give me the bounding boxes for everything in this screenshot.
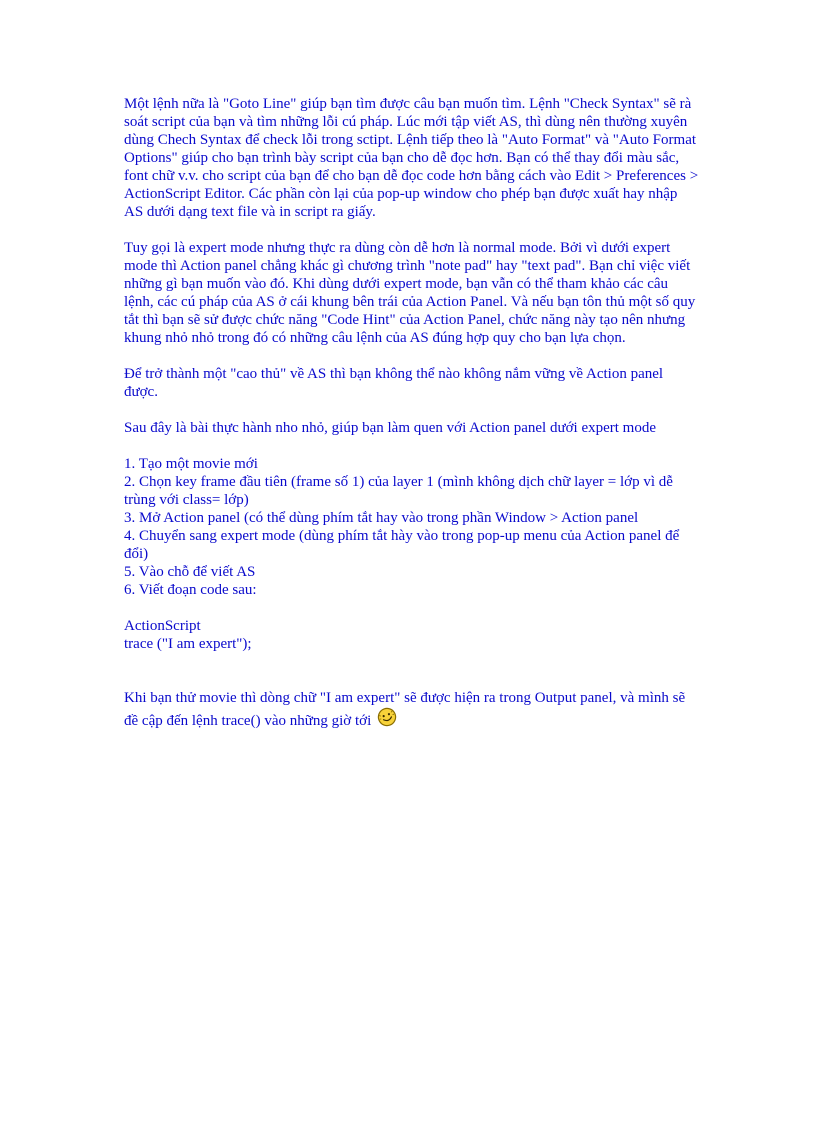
list-item: 4. Chuyển sang expert mode (dùng phím tắt hày vào trong pop-up menu của Action panel để đổi) xyxy=(124,528,680,562)
list-item: 6. Viết đoạn code sau: xyxy=(124,582,257,598)
list-item: 3. Mở Action panel (có thể dùng phím tắt hay vào trong phần Window > Action panel xyxy=(124,510,639,526)
paragraph-practice-intro: Sau đây là bài thực hành nho nhỏ, giúp bạn làm quen với Action panel dưới expert mode xyxy=(124,420,657,436)
code-block xyxy=(124,617,699,653)
code-line: trace ("I am expert"); xyxy=(124,636,252,652)
paragraph-output-panel xyxy=(124,689,699,730)
steps-list xyxy=(124,455,699,599)
code-label: ActionScript xyxy=(124,618,201,634)
list-item: 5. Vào chỗ để viết AS xyxy=(124,564,256,580)
list-item: 1. Tạo một movie mới xyxy=(124,456,258,472)
paragraph-expert-mode: Tuy gọi là expert mode nhưng thực ra dùng còn dễ hơn là normal mode. Bởi vì dưới expert mode thì Action panel chẳng khác gì chương trình "note pad" hay "text pad". Bạn chỉ việc viết những gì bạn muốn vào đó. Khi dùng dưới expert mode, bạn vẫn có thể tham khảo các câu lệnh, các cú pháp của AS ở cái khung bên trái của Action Panel. Và nếu bạn tôn thủ một số quy tắt thì bạn sẽ sử được chức năng "Code Hint" của Action Panel, chức năng này tạo nên nhưng khung nhỏ nhỏ trong đó có những câu lệnh của AS đúng hợp quy cho bạn lựa chọn. xyxy=(124,240,696,346)
paragraph-goto-line: Một lệnh nữa là "Goto Line" giúp bạn tìm được câu bạn muốn tìm. Lệnh "Check Syntax" sẽ rà soát script của bạn và tìm những lỗi cú pháp. Lúc mới tập viết AS, thì dùng nên thường xuyên dùng Chech Syntax để check lỗi trong sctipt. Lệnh tiếp theo là "Auto Format" và "Auto Format Options" giúp cho bạn trình bày script của bạn cho dễ đọc hơn. Bạn có thể thay đổi màu sắc, font chữ v.v. cho script của bạn để cho bạn dễ đọc code hơn bằng cách vào Edit > Preferences > ActionScript Editor. Các phần còn lại của pop-up window cho phép bạn được xuất hay nhập AS dưới dạng text file và in script ra giấy. xyxy=(124,96,699,220)
paragraph-master-as: Để trở thành một "cao thủ" về AS thì bạn không thể nào không nắm vững về Action panel được. xyxy=(124,366,664,400)
smiley-icon xyxy=(377,707,397,727)
paragraph-output-text: Khi bạn thử movie thì dòng chữ "I am expert" sẽ được hiện ra trong Output panel, và mình sẽ đề cập đến lệnh trace() vào những giờ tới xyxy=(124,690,686,729)
list-item: 2. Chọn key frame đầu tiên (frame số 1) của layer 1 (mình không dịch chữ layer = lớp vì dễ trùng với class= lớp) xyxy=(124,474,673,508)
document-body xyxy=(124,95,699,730)
